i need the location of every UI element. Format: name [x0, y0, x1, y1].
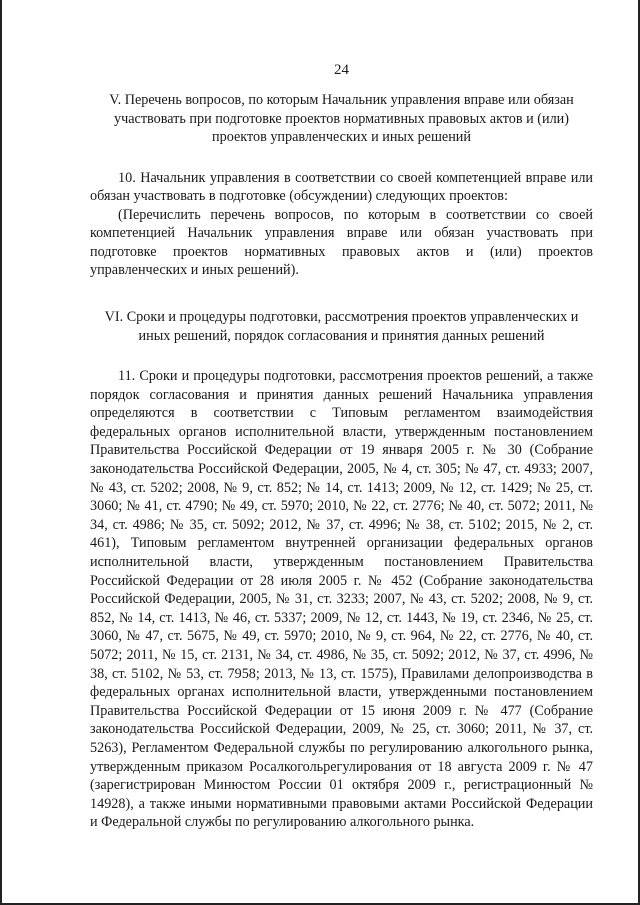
paragraph-10-note: (Перечислить перечень вопросов, по которым в соответствии со своей компетенцией Начальник управления вправе или обязан участвовать при подготовке проектов нормативных правовых актов и (или) проектов управленческих и иных решений). — [90, 206, 593, 279]
paragraph-11: 11. Сроки и процедуры подготовки, рассмотрения проектов решений, а также порядок согласования и принятия данных решений Начальника управления определяются в соответствии с Типовым регламентом взаимодействия федеральных органов исполнительной власти, утвержденным постановлением Правительства Российской Федерации от 19 января 2005 г. № 30 (Собрание законодательства Российской Федерации, 2005, № 4, ст. 305; № 47, ст. 4933; 2007, № 43, ст. 5202; 2008, № 9, ст. 852; № 14, ст. 1413; 2009, № 12, ст. 1429; № 25, ст. 3060; № 41, ст. 4790; № 49, ст. 5970; 2010, № 22, ст. 2776; № 40, ст. 5072; 2011, № 34, ст. 4986; № 35, ст. 5092; 2012, № 37, ст. 4996; № 38, ст. 5102; 2015, № 2, ст. 461), Типовым регламентом внутренней организации федеральных органов исполнительной власти, утвержденным постановлением Правительства Российской Федерации от 28 июля 2005 г. № 452 (Собрание законодательства Российской Федерации, 2005, № 31, ст. 3233; 2007, № 43, ст. 5202; 2008, № 9, ст. 852, № 14, ст. 1413, № 46, ст. 5337; 2009, № 12, ст. 1443, № 19, ст. 2346, № 25, ст. 3060, № 47, ст. 5675, № 49, ст. 5970; 2010, № 9, ст. 964, № 22, ст. 2776, № 40, ст. 5072; 2011, № 15, ст. 2131, № 34, ст. 4986, № 35, ст. 5092; 2012, № 37, ст. 4996, № 38, ст. 5102, № 53, ст. 7958; 2013, № 13, ст. 1575), Правилами делопроизводства в федеральных органах исполнительной власти, утвержденными постановлением Правительства Российской Федерации от 15 июня 2009 г. № 477 (Собрание законодательства Российской Федерации, 2009, № 25, ст. 3060; 2011, № 37, ст. 5263), Регламентом Федеральной службы по регулированию алкогольного рынка, утвержденным приказом Росалкогольрегулирования от 18 августа 2009 г. № 47 (зарегистрирован Минюстом России 01 октября 2009 г., регистрационный № 14928), а также иными нормативными правовыми актами Российской Федерации и Федеральной службы по регулированию алкогольного рынка. — [90, 368, 593, 831]
page-content — [90, 62, 593, 832]
section-6-title: VI. Сроки и процедуры подготовки, рассмотрения проектов управленческих и иных решений, порядок согласования и принятия данных решений — [104, 309, 579, 344]
page-number: 24 — [334, 62, 349, 78]
paragraph-10: 10. Начальник управления в соответствии со своей компетенцией вправе или обязан участвовать в подготовке (обсуждении) следующих проектов: — [90, 169, 593, 205]
section-5-title: V. Перечень вопросов, по которым Начальник управления вправе или обязан участвовать при подготовке проектов нормативных правовых актов и (или) проектов управленческих и иных решений — [109, 92, 574, 145]
